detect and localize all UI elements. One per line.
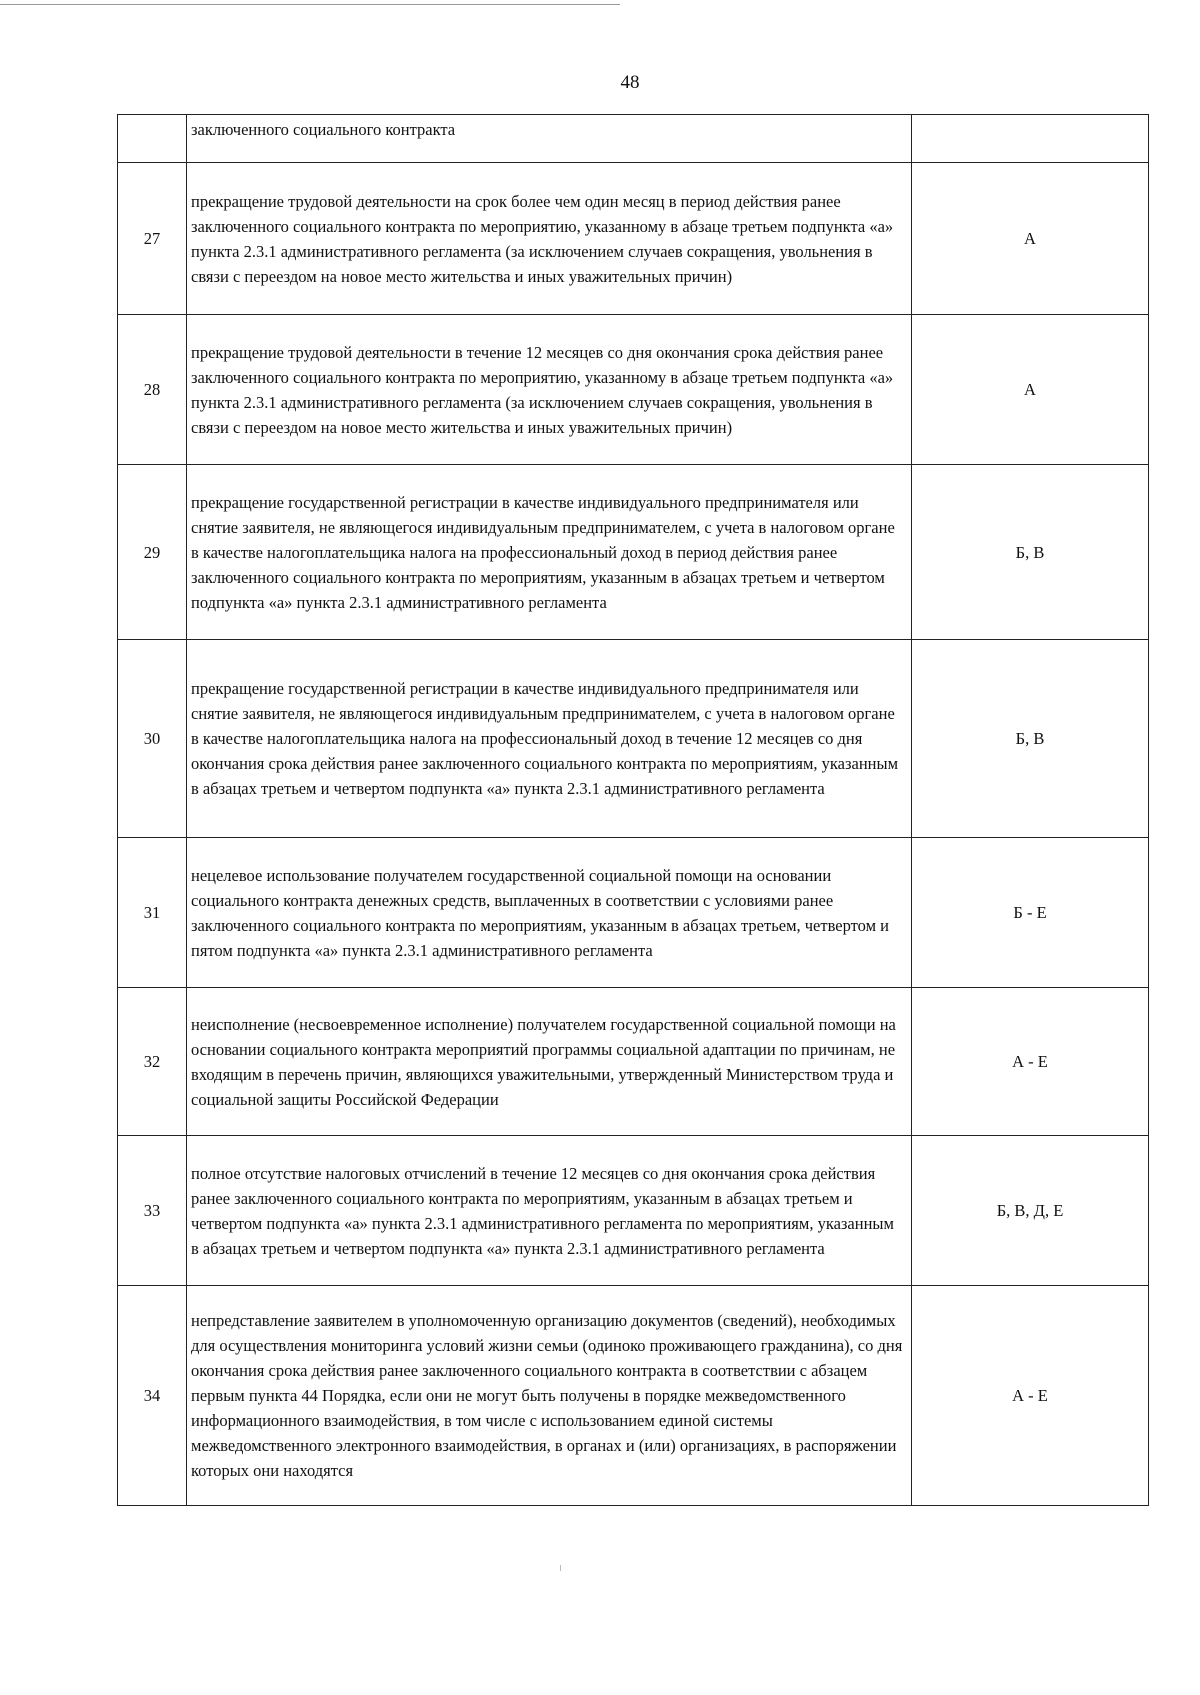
row-code [912,115,1149,163]
row-number: 28 [118,315,187,465]
row-number: 32 [118,988,187,1136]
row-description: прекращение трудовой деятельности в течение 12 месяцев со дня окончания срока действия ранее заключенного социального контракта по мероприятию, указанному в абзаце третьем подпункта «а» пункта 2.3.1 административного регламента (за исключением случаев сокращения, увольнения в связи с переездом на новое место жительства и иных уважительных причин) [187,315,912,465]
row-code: Б, В, Д, Е [912,1136,1149,1286]
row-number: 31 [118,838,187,988]
page-number: 48 [620,72,640,93]
row-number: 30 [118,640,187,838]
table-row [118,315,1149,465]
row-number: 33 [118,1136,187,1286]
table-row [118,640,1149,838]
table-row [118,1286,1149,1506]
row-number: 29 [118,465,187,640]
row-number: 34 [118,1286,187,1506]
row-description: неисполнение (несвоевременное исполнение) получателем государственной социальной помощи на основании социального контракта мероприятий программы социальной адаптации по причинам, не входящим в перечень причин, являющихся уважительными, утвержденный Министерством труда и социальной защиты Российской Федерации [187,988,912,1136]
table-row [118,988,1149,1136]
row-description: прекращение государственной регистрации в качестве индивидуального предпринимателя или снятие заявителя, не являющегося индивидуальным предпринимателем, с учета в налоговом органе в качестве налогоплательщика налога на профессиональный доход в течение 12 месяцев со дня окончания срока действия ранее заключенного социального контракта по мероприятиям, указанным в абзацах третьем и четвертом подпункта «а» пункта 2.3.1 административного регламента [187,640,912,838]
table-row [118,838,1149,988]
table-row [118,1136,1149,1286]
table-row [118,163,1149,315]
row-description: непредставление заявителем в уполномоченную организацию документов (сведений), необходимых для осуществления мониторинга условий жизни семьи (одиноко проживающего гражданина), со дня окончания срока действия ранее заключенного социального контракта в соответствии с абзацем первым пункта 44 Порядка, если они не могут быть получены в порядке межведомственного информационного взаимодействия, в том числе с использованием единой системы межведомственного электронного взаимодействия, в органах и (или) организациях, в распоряжении которых они находятся [187,1286,912,1506]
table-row [118,465,1149,640]
row-code: Б - Е [912,838,1149,988]
row-code: А - Е [912,1286,1149,1506]
criteria-table [117,114,1149,1506]
row-description: заключенного социального контракта [187,115,912,163]
row-description: прекращение трудовой деятельности на срок более чем один месяц в период действия ранее заключенного социального контракта по мероприятию, указанному в абзаце третьем подпункта «а» пункта 2.3.1 административного регламента (за исключением случаев сокращения, увольнения в связи с переездом на новое место жительства и иных уважительных причин) [187,163,912,315]
row-description: полное отсутствие налоговых отчислений в течение 12 месяцев со дня окончания срока действия ранее заключенного социального контракта по мероприятиям, указанным в абзацах третьем и четвертом подпункта «а» пункта 2.3.1 административного регламента по мероприятиям, указанным в абзацах третьем и четвертом подпункта «а» пункта 2.3.1 административного регламента [187,1136,912,1286]
row-code: А - Е [912,988,1149,1136]
table-row-continuation [118,115,1149,163]
row-code: Б, В [912,465,1149,640]
top-edge-rule [0,4,620,5]
row-code: А [912,163,1149,315]
row-number: 27 [118,163,187,315]
row-description: нецелевое использование получателем государственной социальной помощи на основании социального контракта денежных средств, выплаченных в соответствии с условиями ранее заключенного социального контракта по мероприятиям, указанным в абзацах третьем, четвертом и пятом подпункта «а» пункта 2.3.1 административного регламента [187,838,912,988]
row-code: Б, В [912,640,1149,838]
scan-speck [560,1565,561,1571]
row-number [118,115,187,163]
row-code: А [912,315,1149,465]
row-description: прекращение государственной регистрации в качестве индивидуального предпринимателя или снятие заявителя, не являющегося индивидуальным предпринимателем, с учета в налоговом органе в качестве налогоплательщика налога на профессиональный доход в период действия ранее заключенного социального контракта по мероприятиям, указанным в абзацах третьем и четвертом подпункта «а» пункта 2.3.1 административного регламента [187,465,912,640]
